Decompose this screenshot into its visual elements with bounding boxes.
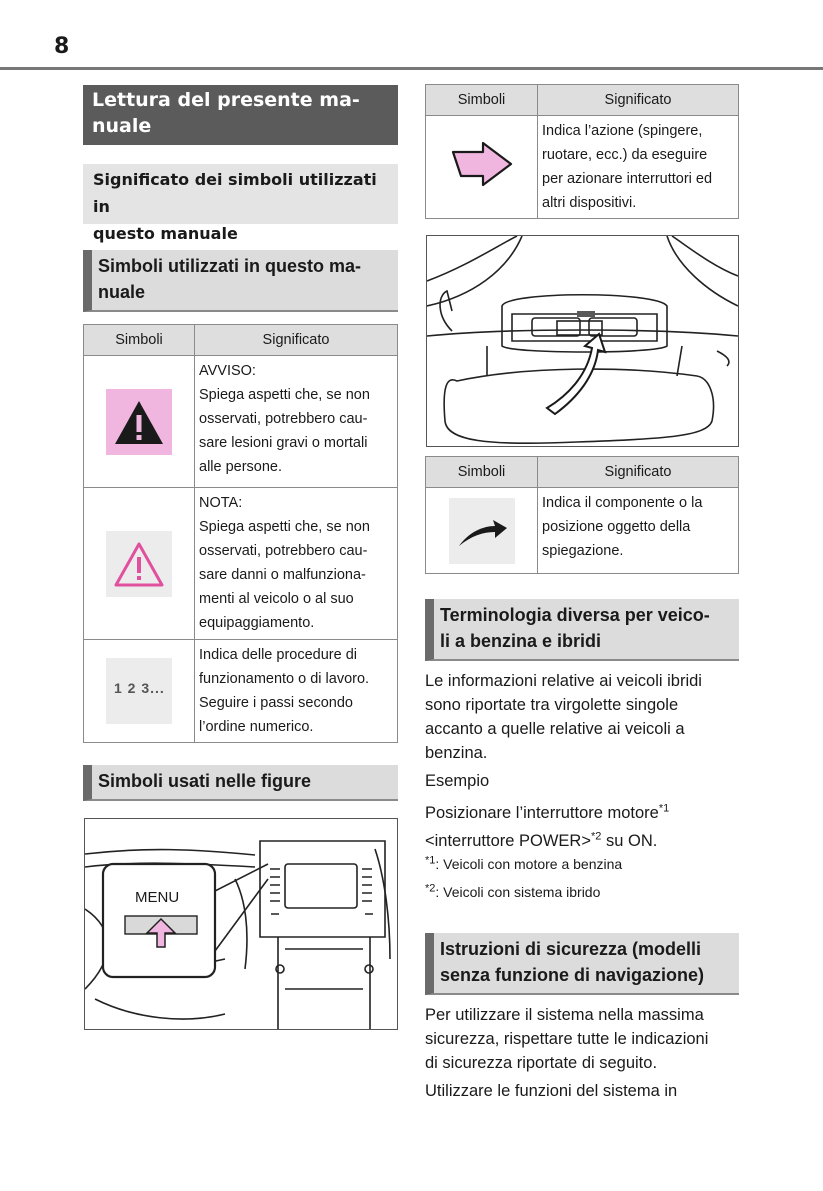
overhead-console-figure xyxy=(426,235,739,447)
table-row xyxy=(84,488,398,640)
warning-title: AVVISO: xyxy=(199,363,256,379)
column-header-symbols: Simboli xyxy=(426,85,538,116)
symbol-cell xyxy=(426,116,538,219)
location-text: Indica il componente o la posizione oggetto della spiegazione. xyxy=(542,495,703,559)
footnote-2-text: : Veicoli con sistema ibrido xyxy=(435,884,601,900)
safety-paragraph: Per utilizzare il sistema nella massima sicurezza, rispettare tutte le indicazioni di sicurezza riportate di seguito. xyxy=(425,1006,709,1072)
meaning-cell xyxy=(195,356,398,488)
warning-text: Spiega aspetti che, se non osservati, potrebbero cau- sare lesioni gravi o mortali alle persone. xyxy=(199,387,370,475)
location-symbol-table xyxy=(425,456,739,574)
section-heading-symbols: Simboli utilizzati in questo ma- nuale xyxy=(83,250,398,312)
symbol-cell xyxy=(84,356,195,488)
section-heading-figures: Simboli usati nelle figure xyxy=(83,765,398,801)
table-row xyxy=(426,116,739,219)
table-row xyxy=(426,488,739,574)
sub-heading: Significato dei simboli utilizzati in questo manuale xyxy=(83,164,398,224)
column-header-symbols: Simboli xyxy=(84,325,195,356)
meaning-cell xyxy=(195,488,398,640)
footnote-2-mark: *2 xyxy=(425,882,436,895)
example-text-2a: <interruttore POWER> xyxy=(425,832,591,850)
numbered-steps-icon xyxy=(106,658,172,724)
meaning-cell xyxy=(538,116,739,219)
section-heading-safety: Istruzioni di sicurezza (modelli senza funzione di navigazione) xyxy=(425,933,739,995)
safety-paragraph-2: Utilizzare le funzioni del sistema in xyxy=(425,1082,678,1100)
footnote-ref-1: *1 xyxy=(658,802,670,815)
action-text: Indica l’azione (spingere, ruotare, ecc.) da eseguire per azionare interruttori ed altri dispositivi. xyxy=(542,123,713,211)
symbol-cell xyxy=(426,488,538,574)
numbered-steps-label: 1 2 3... xyxy=(114,680,165,696)
section-heading-terminology: Terminologia diversa per veico- li a benzina e ibridi xyxy=(425,599,739,661)
table-row xyxy=(84,640,398,743)
footnote-1-mark: *1 xyxy=(425,854,436,867)
push-arrow-icon xyxy=(449,140,515,190)
meaning-cell xyxy=(538,488,739,574)
location-arrow-icon xyxy=(449,498,515,564)
action-symbol-table xyxy=(425,84,739,219)
page-number: 8 xyxy=(54,34,70,59)
dashboard-menu-figure xyxy=(84,818,398,1030)
footnote-1 xyxy=(425,850,745,878)
terminology-paragraph: Le informazioni relative ai veicoli ibridi sono riportate tra virgolette singole accanto a quelle relative ai veicoli a benzina. xyxy=(425,672,702,762)
example-text-1: Posizionare l’interruttore motore xyxy=(425,804,659,822)
symbol-cell xyxy=(84,640,195,743)
column-header-meaning: Significato xyxy=(195,325,398,356)
table-row xyxy=(84,356,398,488)
top-rule xyxy=(0,67,823,70)
caution-triangle-outline-icon xyxy=(106,531,172,597)
menu-button-label: MENU xyxy=(135,889,180,906)
footnote-2 xyxy=(425,878,745,906)
footnote-ref-2: *2 xyxy=(590,830,602,843)
column-header-meaning: Significato xyxy=(538,85,739,116)
procedure-text: Indica delle procedure di funzionamento o di lavoro. Seguire i passi secondo l’ordine numerico. xyxy=(199,647,370,735)
main-heading: Lettura del presente ma- nuale xyxy=(83,85,398,145)
example-label: Esempio xyxy=(425,772,490,790)
meaning-cell xyxy=(195,640,398,743)
example-text-2b: su ON. xyxy=(601,832,658,850)
note-text: Spiega aspetti che, se non osservati, potrebbero cau- sare danni o malfunziona- menti al veicolo o al suo equipaggiamento. xyxy=(199,519,370,631)
example-line-1 xyxy=(425,799,745,827)
warning-triangle-filled-icon xyxy=(106,389,172,455)
column-header-meaning: Significato xyxy=(538,457,739,488)
symbol-cell xyxy=(84,488,195,640)
column-header-symbols: Simboli xyxy=(426,457,538,488)
symbols-table xyxy=(83,324,398,743)
footnote-1-text: : Veicoli con motore a benzina xyxy=(435,856,623,872)
note-title: NOTA: xyxy=(199,495,243,511)
